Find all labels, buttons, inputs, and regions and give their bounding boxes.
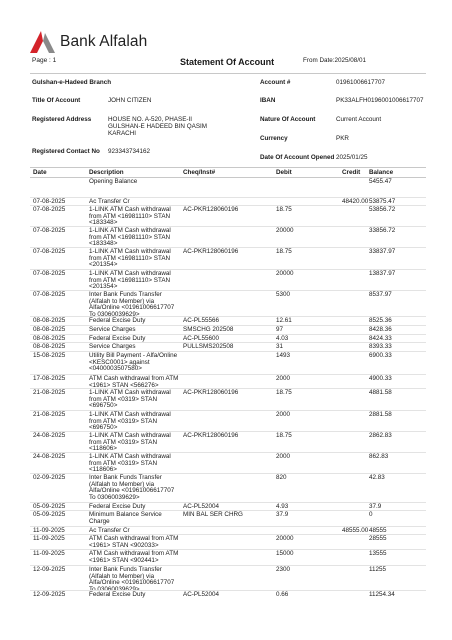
- row-divider: [30, 316, 426, 317]
- row-debit: 20000: [276, 535, 294, 542]
- bank-name: Bank Alfalah: [60, 33, 148, 50]
- row-description-line: from ATM <0319> STAN: [89, 438, 158, 446]
- table-header: [30, 167, 426, 178]
- row-credit: 48555.00: [342, 527, 369, 534]
- row-description-line: Federal Excise Duty: [89, 503, 146, 510]
- row-description-line: Inter Bank Funds Transfer: [89, 474, 162, 481]
- iban-label: IBAN: [260, 97, 276, 104]
- row-description-line: <1961> STAN <902441>: [89, 556, 159, 564]
- row-description-line: Ac Transfer Cr: [89, 527, 130, 534]
- row-balance: 8428.36: [369, 326, 392, 333]
- row-description-line: Service Charges: [89, 326, 136, 333]
- row-credit: 48420.00: [342, 198, 369, 205]
- row-description-line: Federal Excise Duty: [89, 591, 146, 598]
- iban-value: PK33ALFH0196001006617707: [336, 97, 424, 104]
- row-balance: 8537.97: [369, 291, 392, 298]
- row-description-line: 1-LINK ATM Cash withdrawal: [89, 453, 171, 460]
- row-description-line: Federal Excise Duty: [89, 317, 146, 324]
- row-balance: 0: [369, 511, 373, 518]
- row-balance: 53875.47: [369, 198, 396, 205]
- row-description-line: ATM Cash withdrawal from ATM: [89, 535, 179, 542]
- row-debit: 18.75: [276, 206, 292, 213]
- row-divider: [30, 197, 426, 198]
- row-description-line: <118606>: [89, 445, 117, 453]
- row-date: 24-08-2025: [33, 453, 66, 460]
- row-date: 12-09-2025: [33, 591, 66, 598]
- row-divider: [30, 510, 426, 511]
- row-cheq: AC-PL52004: [183, 591, 220, 598]
- row-cheq: AC-PKR128060196: [183, 432, 239, 439]
- row-debit: 2000: [276, 411, 291, 418]
- row-balance: 13837.97: [369, 270, 396, 277]
- row-description-line: Service Charges: [89, 343, 136, 350]
- row-description-line: 1-LINK ATM Cash withdrawal: [89, 270, 171, 277]
- row-date: 05-09-2025: [33, 503, 66, 510]
- row-debit: 2000: [276, 375, 291, 382]
- row-description-line: from ATM <16981110> STAN: [89, 276, 171, 284]
- row-date: 05-09-2025: [33, 511, 66, 518]
- row-debit: 4.93: [276, 503, 289, 510]
- row-debit: 37.9: [276, 511, 289, 518]
- column-header-balance: Balance: [369, 169, 394, 176]
- column-header-description: Description: [89, 169, 124, 176]
- row-debit: 2300: [276, 566, 291, 573]
- row-cheq: AC-PL52004: [183, 503, 220, 510]
- row-date: 21-08-2025: [33, 389, 66, 396]
- row-balance: 42.83: [369, 474, 385, 481]
- row-description-line: from ATM <0319> STAN: [89, 459, 158, 467]
- contact-label: Registered Contact No: [32, 148, 100, 155]
- row-divider: [30, 205, 426, 206]
- row-balance: 11254.34: [369, 591, 395, 598]
- row-divider: [30, 388, 426, 389]
- currency-label: Currency: [260, 135, 288, 142]
- row-description-line: Charge: [89, 517, 110, 525]
- row-description-line: <183348>: [89, 219, 118, 227]
- row-balance: 53856.72: [369, 206, 396, 213]
- row-description-line: ATM Cash withdrawal from ATM: [89, 550, 179, 557]
- row-description-line: <696750>: [89, 402, 118, 410]
- row-date: 12-09-2025: [33, 566, 66, 573]
- row-divider: [30, 325, 426, 326]
- nature-of-account-value: Current Account: [336, 116, 382, 123]
- bank-alfalah-logo-icon: [30, 30, 56, 54]
- branch-name: Gulshan-e-Hadeed Branch: [32, 79, 112, 86]
- row-divider: [30, 342, 426, 343]
- row-description-line: from ATM <16981110> STAN: [89, 233, 171, 241]
- row-date: 07-08-2025: [33, 270, 66, 277]
- row-description-line: To 03060039629>: [89, 585, 140, 593]
- title-of-account-value: JOHN CITIZEN: [108, 97, 152, 104]
- row-cheq: AC-PKR128060196: [183, 389, 239, 396]
- row-balance: 5455.47: [369, 178, 392, 185]
- row-description-line: <183348>: [89, 240, 118, 248]
- row-cheq: AC-PKR128060196: [183, 248, 239, 255]
- currency-value: PKR: [336, 135, 349, 142]
- row-divider: [30, 290, 426, 291]
- row-description-line: Federal Excise Duty: [89, 335, 146, 342]
- row-date: 11-09-2025: [33, 535, 65, 542]
- date-opened-label: Date Of Account Opened: [260, 154, 335, 161]
- row-description-line: Inter Bank Funds Transfer: [89, 566, 162, 573]
- row-date: 07-08-2025: [33, 291, 66, 298]
- account-number-value: 01961006617707: [336, 79, 386, 86]
- row-description-line: To 03060039629>: [89, 310, 140, 318]
- divider: [30, 73, 426, 74]
- row-divider: [30, 431, 426, 432]
- row-debit: 2000: [276, 453, 291, 460]
- row-date: 08-08-2025: [33, 335, 66, 342]
- row-debit: 4.03: [276, 335, 289, 342]
- row-cheq: AC-PL55566: [183, 317, 220, 324]
- row-divider: [30, 534, 426, 535]
- row-divider: [30, 374, 426, 375]
- row-date: 08-08-2025: [33, 326, 66, 333]
- row-balance: 37.9: [369, 503, 382, 510]
- row-description-line: Alfa/Online <01961006617707: [89, 304, 175, 312]
- row-description-line: To 03060039629>: [89, 493, 140, 501]
- row-balance: 4881.58: [369, 389, 392, 396]
- row-balance: 8393.33: [369, 343, 392, 350]
- column-header-debit: Debit: [276, 169, 292, 176]
- row-debit: 5300: [276, 291, 291, 298]
- row-balance: 11255: [369, 566, 387, 573]
- row-divider: [30, 334, 426, 335]
- row-divider: [30, 452, 426, 453]
- row-divider: [30, 565, 426, 566]
- row-debit: 18.75: [276, 248, 292, 255]
- row-divider: [30, 269, 426, 270]
- row-description-line: Minimum Balance Service: [89, 511, 162, 518]
- row-description-line: <0400003507580>: [89, 365, 142, 373]
- row-divider: [30, 502, 426, 503]
- contact-value: 923343734162: [108, 148, 151, 155]
- row-balance: 862.83: [369, 453, 389, 460]
- row-date: 24-08-2025: [33, 432, 66, 439]
- row-description-line: <KESC0001> against: [89, 358, 150, 366]
- row-debit: 31: [276, 343, 284, 350]
- row-divider: [30, 590, 426, 591]
- row-date: 15-08-2025: [33, 352, 66, 359]
- row-description-line: from ATM <16981110> STAN: [89, 254, 171, 262]
- row-debit: 12.61: [276, 317, 292, 324]
- row-divider: [30, 526, 426, 527]
- address-line-3: KARACHI: [108, 130, 136, 137]
- nature-of-account-label: Nature Of Account: [260, 116, 316, 123]
- row-cheq: MIN BAL SER CHRG: [183, 511, 243, 518]
- row-date: 11-09-2025: [33, 527, 65, 534]
- row-cheq: AC-PKR128060196: [183, 206, 239, 213]
- date-opened-value: 2025/01/25: [336, 154, 368, 161]
- row-debit: 18.75: [276, 432, 292, 439]
- column-header-credit: Credit: [342, 169, 361, 176]
- row-balance: 33837.97: [369, 248, 396, 255]
- row-description-line: 1-LINK ATM Cash withdrawal: [89, 227, 171, 234]
- row-balance: 8525.36: [369, 317, 392, 324]
- row-description-line: <696750>: [89, 424, 118, 432]
- row-description-line: from ATM <0319> STAN: [89, 417, 158, 425]
- row-date: 02-09-2025: [33, 474, 66, 481]
- row-date: 08-08-2025: [33, 343, 66, 350]
- row-description-line: from ATM <16981110> STAN: [89, 212, 171, 220]
- row-balance: 28555: [369, 535, 387, 542]
- row-debit: 97: [276, 326, 284, 333]
- row-description-line: Opening Balance: [89, 178, 138, 185]
- address-line-2: GULSHAN-E HADEED BIN QASIM: [108, 123, 208, 130]
- row-debit: 20000: [276, 227, 294, 234]
- row-description-line: from ATM <0319> STAN: [89, 395, 158, 403]
- row-description-line: <118606>: [89, 466, 117, 474]
- row-description-line: Utility Bill Payment - Alfa/Online: [89, 352, 178, 359]
- row-cheq: PULLSMS202508: [183, 343, 234, 350]
- row-balance: 2881.58: [369, 411, 392, 418]
- title-of-account-label: Title Of Account: [32, 97, 81, 104]
- row-date: 07-08-2025: [33, 198, 66, 205]
- column-header-date: Date: [33, 169, 47, 176]
- row-description-line: <201354>: [89, 261, 118, 269]
- row-balance: 8424.33: [369, 335, 392, 342]
- account-number-label: Account #: [260, 79, 291, 86]
- row-description-line: (Alfalah to Member) via: [89, 297, 155, 305]
- row-debit: 15000: [276, 550, 294, 557]
- row-description-line: <201354>: [89, 283, 118, 291]
- row-debit: 0.66: [276, 591, 289, 598]
- row-divider: [30, 226, 426, 227]
- row-date: 07-08-2025: [33, 227, 66, 234]
- row-divider: [30, 549, 426, 550]
- row-balance: 33856.72: [369, 227, 396, 234]
- row-balance: 6900.33: [369, 352, 392, 359]
- row-description-line: Alfa/Online <01961006617707: [89, 579, 175, 587]
- registered-address-label: Registered Address: [32, 116, 92, 123]
- row-description-line: 1-LINK ATM Cash withdrawal: [89, 248, 171, 255]
- row-description-line: 1-LINK ATM Cash withdrawal: [89, 432, 171, 439]
- row-divider: [30, 410, 426, 411]
- row-date: 21-08-2025: [33, 411, 66, 418]
- row-debit: 820: [276, 474, 287, 481]
- statement-title: Statement Of Account: [180, 57, 275, 67]
- row-debit: 1493: [276, 352, 291, 359]
- row-debit: 18.75: [276, 389, 292, 396]
- row-balance: 2862.83: [369, 432, 392, 439]
- row-cheq: SMSCHG 202508: [183, 326, 234, 333]
- from-date: From Date:2025/08/01: [303, 57, 367, 64]
- row-description-line: (Alfalah to Member) via: [89, 572, 155, 580]
- row-description-line: Ac Transfer Cr: [89, 198, 130, 205]
- row-date: 17-08-2025: [33, 375, 66, 382]
- row-balance: 48555: [369, 527, 387, 534]
- row-description-line: <1961> STAN <566276>: [89, 381, 159, 389]
- row-description-line: Inter Bank Funds Transfer: [89, 291, 162, 298]
- row-date: 07-08-2025: [33, 206, 66, 213]
- row-description-line: <1961> STAN <902033>: [89, 541, 159, 549]
- row-divider: [30, 351, 426, 352]
- row-description-line: 1-LINK ATM Cash withdrawal: [89, 206, 171, 213]
- page-number: Page : 1: [32, 57, 57, 64]
- row-description-line: Alfa/Online <01961006617707: [89, 487, 175, 495]
- address-line-1: HOUSE NO. A-520, PHASE-II: [108, 116, 192, 123]
- row-divider: [30, 473, 426, 474]
- row-description-line: ATM Cash withdrawal from ATM: [89, 375, 179, 382]
- row-description-line: (Alfalah to Member) via: [89, 480, 155, 488]
- row-debit: 20000: [276, 270, 294, 277]
- row-divider: [30, 247, 426, 248]
- column-header-cheq: Cheq/Inst#: [183, 169, 216, 176]
- row-date: 07-08-2025: [33, 248, 66, 255]
- row-date: 11-09-2025: [33, 550, 65, 557]
- row-description-line: 1-LINK ATM Cash withdrawal: [89, 411, 171, 418]
- row-description-line: 1-LINK ATM Cash withdrawal: [89, 389, 171, 396]
- row-date: 08-08-2025: [33, 317, 66, 324]
- row-balance: 4900.33: [369, 375, 392, 382]
- bank-logo: [30, 30, 147, 54]
- row-cheq: AC-PL55600: [183, 335, 220, 342]
- row-balance: 13555: [369, 550, 387, 557]
